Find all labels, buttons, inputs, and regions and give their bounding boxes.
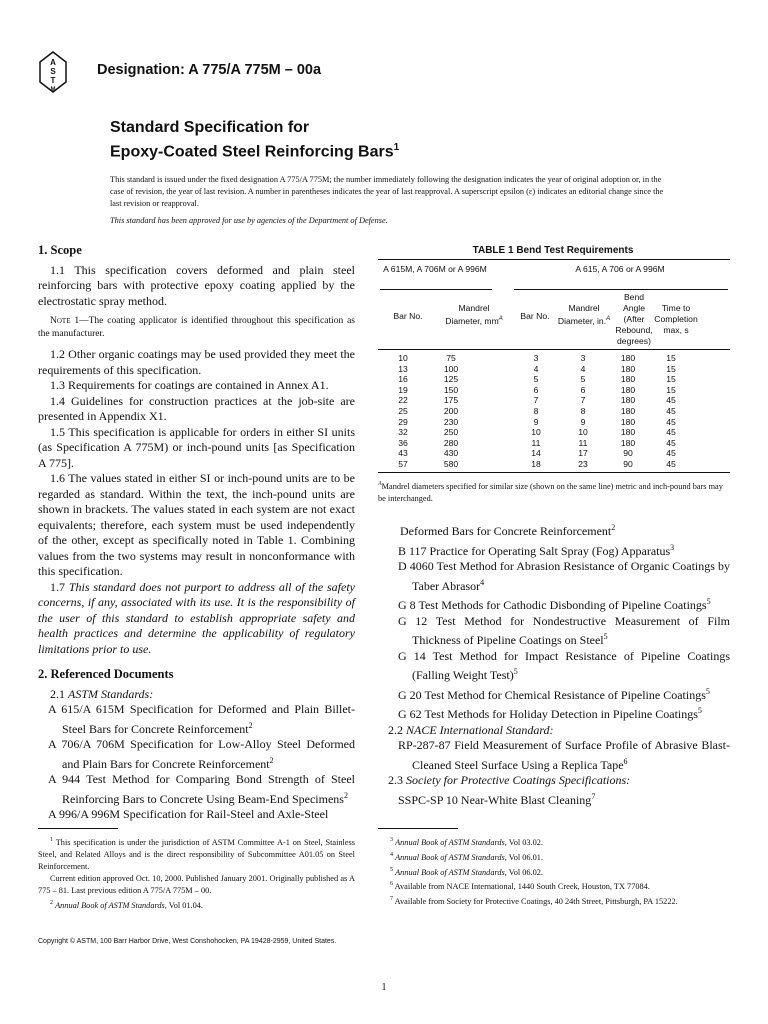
copyright: Copyright © ASTM, 100 Barr Harbor Drive, West Conshohocken, PA 19428-2959, United States. [38,938,337,945]
cell-bend-angle: 90 [623,448,633,459]
cell-mandrel-mm: 125 [443,374,459,385]
group1-rule [380,289,492,290]
ref-a944: A 944 Test Method for Comparing Bond Strength of Steel Reinforcing Bars to Concrete Using Beam-End Specimens$^2$ [48,772,355,806]
note-1: Note 1—The coating applicator is identified throughout this specification as the manufacturer. [38,316,355,339]
footnote-7: $^7$ Available from Society for Protective Coatings, 40 24th Street, Pittsburgh, PA 15222. [390,896,678,906]
para-1-5: 1.5 This specification is applicable for orders in either SI units (as Specification A 775M) or inch-pound units [as Specification A 775]. [38,424,355,470]
cell-time: 15 [666,353,676,363]
cell-time: 45 [666,395,676,406]
footnote-5: $^5$ Annual Book of ASTM Standards, Vol 06.02. [390,866,543,877]
astm-logo [38,50,68,94]
cell-bend-angle: 180 [620,416,636,427]
para-1-6: 1.6 The values stated in either SI or inch-pound units are to be regarded as standard. Within the text, the inch-pound units are shown in brackets. The values stated in each system are not exact equivalents; therefore, each system must be used independently of the other, except as specifically noted in Table 1. Combining values from the two systems may result in nonconformance with this specification. [38,471,355,578]
cell-bar-inch: 3 [533,353,539,363]
svg-text:S: S [50,67,56,76]
cell-bar-metric: 32 [398,427,408,438]
cell-bend-angle: 180 [620,353,636,363]
footnote-6: $^6$ Available from NACE International, 1440 South Creek, Houston, TX 77084. [390,881,650,892]
group2-rule [514,289,728,290]
right-column [388,520,730,808]
para-1-2: 1.2 Other organic coatings may be used provided they meet the requirements of this specification. [38,347,355,377]
cell-bend-angle: 180 [620,437,636,448]
ref-a615: A 615/A 615M Specification for Deformed and Plain Billet-Steel Bars for Concrete Reinforcement$^2$ [48,702,355,736]
cell-bar-metric: 19 [398,384,408,395]
ref-rp287: RP-287-87 Field Measurement of Surface Profile of Abrasive Blast-Cleaned Steel Surface Using a Replica Tape$^6$ [398,738,730,772]
document-title [110,118,399,162]
defense-note: This standard has been approved for use by agencies of the Department of Defense. [110,216,388,225]
cell-bar-inch: 4 [533,363,539,374]
footnote-4: $^4$ Annual Book of ASTM Standards, Vol 06.01. [390,851,543,862]
table-row [378,395,730,406]
footnote-1: $^1$ This specification is under the jurisdiction of ASTM Committee A-1 on Steel, Stainless Steel, and Related Alloys and is the direct responsibility of Subcommittee A01.05 on Steel Reinforcement. [38,837,355,871]
table-top-rule [378,259,730,260]
cell-bar-metric: 10 [398,353,408,363]
footnotes-left [38,834,355,912]
cell-mandrel-in: 23 [578,459,588,469]
left-column [38,243,355,823]
table-row [378,448,730,459]
ref-a706: A 706/A 706M Specification for Low-Alloy Steel Deformed and Plain Bars for Concrete Reinforcement$^2$ [48,737,355,771]
cell-bend-angle: 180 [620,374,636,385]
table-row [378,406,730,417]
astm-standards-label: 2.1 ASTM Standards: [50,686,154,701]
table-group1-header: A 615M, A 706M or A 996M [383,264,487,274]
table-bottom-rule [378,472,730,473]
ref-sspc-sp10: SSPC-SP 10 Near-White Blast Cleaning$^7$ [398,791,596,807]
cell-time: 45 [666,406,676,416]
cell-bar-inch: 14 [531,448,541,459]
ref-g12: G 12 Test Method for Nondestructive Measurement of Film Thickness of Pipeline Coatings on Steel$^5$ [398,613,730,647]
cell-mandrel-in: 7 [580,395,586,406]
cell-bend-angle: 180 [620,363,636,374]
table-header-rule [378,349,730,350]
cell-time: 45 [666,459,676,469]
cell-mandrel-in: 9 [580,416,586,427]
cell-bar-inch: 7 [533,395,539,406]
cell-time: 15 [666,374,676,385]
cell-mandrel-mm: 75 [446,353,456,363]
cell-time: 15 [666,363,676,374]
cell-bar-metric: 22 [398,395,408,406]
para-1-3: 1.3 Requirements for coatings are contained in Annex A1. [50,378,329,392]
cell-mandrel-mm: 230 [443,416,459,427]
cell-bar-inch: 5 [533,374,539,385]
cell-bar-metric: 29 [398,416,408,427]
cell-mandrel-in: 6 [580,384,586,395]
ref-g8: G 8 Test Methods for Cathodic Disbonding of Pipeline Coatings$^5$ [398,597,711,612]
ref-g20: G 20 Test Method for Chemical Resistance of Pipeline Coatings$^5$ [398,686,710,702]
cell-bar-metric: 36 [398,437,408,448]
table-row [378,364,730,375]
ref-d4060: D 4060 Test Method for Abrasion Resistance of Organic Coatings by Taber Abrasor$^4$ [398,559,730,593]
cell-mandrel-in: 4 [580,363,586,374]
cell-time: 45 [666,416,676,427]
ref-a996-cont: Deformed Bars for Concrete Reinforcement$^2$ [400,523,616,538]
cell-mandrel-in: 17 [578,448,588,459]
cell-mandrel-in: 10 [578,427,588,438]
para-1-7: 1.7 This standard does not purport to address all of the safety concerns, if any, associated with its use. It is the responsibility of the user of this standard to establish appropriate safety and health practices and determine the applicability of regulatory limitations prior to use. [38,579,355,656]
footnote-2: $^2$ Annual Book of ASTM Standards, Vol 01.04. [50,899,203,910]
cell-bar-metric: 13 [398,363,408,374]
cell-bar-metric: 57 [398,459,408,469]
section-references-heading: 2. Referenced Documents [38,667,174,681]
cell-mandrel-mm: 175 [443,395,459,406]
footnotes-right [378,834,730,908]
cell-mandrel-mm: 250 [443,427,459,438]
cell-bar-inch: 11 [531,437,541,448]
issuance-note: This standard is issued under the fixed designation A 775/A 775M; the number immediately following the designation indicates the year of original adoption or, in the case of revision, the year of last revision. A number in parentheses indicates the year of last reapproval. A superscript epsilon (ε) indicates an editorial change since the last revision or reapproval. [110,175,664,208]
col-bend-angle: Bend Angle (After Rebound, degrees) [615,292,653,346]
cell-mandrel-mm: 150 [443,384,459,395]
table-row [378,417,730,428]
cell-mandrel-mm: 580 [443,459,459,469]
col-time: Time to Completion max, s [654,303,698,335]
title-line1: Standard Specification for [110,119,310,136]
ref-g62: G 62 Test Methods for Holiday Detection in Pipeline Coatings$^5$ [398,706,702,721]
cell-mandrel-in: 8 [580,406,586,416]
cell-mandrel-in: 5 [580,374,586,385]
cell-mandrel-in: 11 [578,437,588,448]
cell-mandrel-mm: 280 [443,437,459,448]
cell-bar-metric: 25 [398,406,408,416]
ref-b117: B 117 Practice for Operating Salt Spray (Fog) Apparatus$^3$ [398,542,675,558]
cell-bar-inch: 9 [533,416,539,427]
cell-mandrel-mm: 100 [443,363,459,374]
sspc-label: 2.3 Society for Protective Coatings Specifications: [388,773,631,787]
svg-text:M: M [50,87,56,93]
para-1-1: 1.1 This specification covers deformed and plain steel reinforcing bars with protective epoxy coating applied by the electrostatic spray method. [38,262,355,308]
cell-time: 45 [666,437,676,448]
cell-bend-angle: 180 [620,384,636,395]
cell-bend-angle: 180 [620,427,636,438]
svg-text:A: A [50,58,56,67]
cell-bar-inch: 10 [531,427,541,438]
ref-g14: G 14 Test Method for Impact Resistance of Pipeline Coatings (Falling Weight Test)$^5$ [398,648,730,682]
ref-a996: A 996/A 996M Specification for Rail-Steel and Axle-Steel [48,807,329,821]
cell-bend-angle: 180 [620,406,636,416]
cell-mandrel-mm: 430 [443,448,459,459]
table1-title: TABLE 1 Bend Test Requirements [472,245,634,256]
cell-mandrel-mm: 200 [443,406,459,416]
footnote-1b: Current edition approved Oct. 10, 2000. Published January 2001. Originally published as A 775 – 81. Last previous edition A 775/A 775M – 00. [38,873,355,895]
para-1-4: 1.4 Guidelines for construction practices at the job-site are presented in Appendix X1. [38,393,355,423]
footnote-rule-right [378,828,458,829]
page-number: 1 [381,982,387,993]
section-scope-heading: 1. Scope [38,243,82,257]
table-group2-header: A 615, A 706 or A 996M [575,264,665,274]
table-row [378,353,730,364]
svg-text:T: T [50,76,56,85]
col-bar-no-metric: Bar No. [393,311,423,321]
nace-label: 2.2 NACE International Standard: [388,722,554,737]
cell-mandrel-in: 3 [580,353,586,363]
footnote-rule-left [38,828,118,829]
cell-bend-angle: 180 [620,395,636,406]
col-mandrel-in: Mandrel Diameter, in.$^A$ [557,303,611,326]
table-row [378,459,730,470]
cell-bend-angle: 90 [623,459,633,469]
title-line2: Epoxy-Coated Steel Reinforcing Bars$^1$ [110,142,400,161]
cell-bar-inch: 18 [531,459,541,469]
table-row [378,374,730,385]
table-row [378,385,730,396]
cell-bar-inch: 8 [533,406,539,416]
footnote-3: $^3$ Annual Book of ASTM Standards, Vol 03.02. [390,837,543,847]
col-mandrel-mm: Mandrel Diameter, $mm^A$ [445,303,503,326]
cell-time: 15 [666,384,676,395]
col-bar-no-inch: Bar No. [520,311,550,321]
table1-footnote: $^A$Mandrel diameters specified for similar size (shown on the same line) metric and inch-pound bars may be interchanged. [378,481,723,503]
cell-time: 45 [666,448,676,459]
designation: Designation: A 775/A 775M – 00a [97,62,322,78]
cell-time: 45 [666,427,676,438]
table-row [378,427,730,438]
cell-bar-inch: 6 [533,384,539,395]
cell-bar-metric: 16 [398,374,408,385]
cell-bar-metric: 43 [398,448,408,459]
table-row [378,438,730,449]
